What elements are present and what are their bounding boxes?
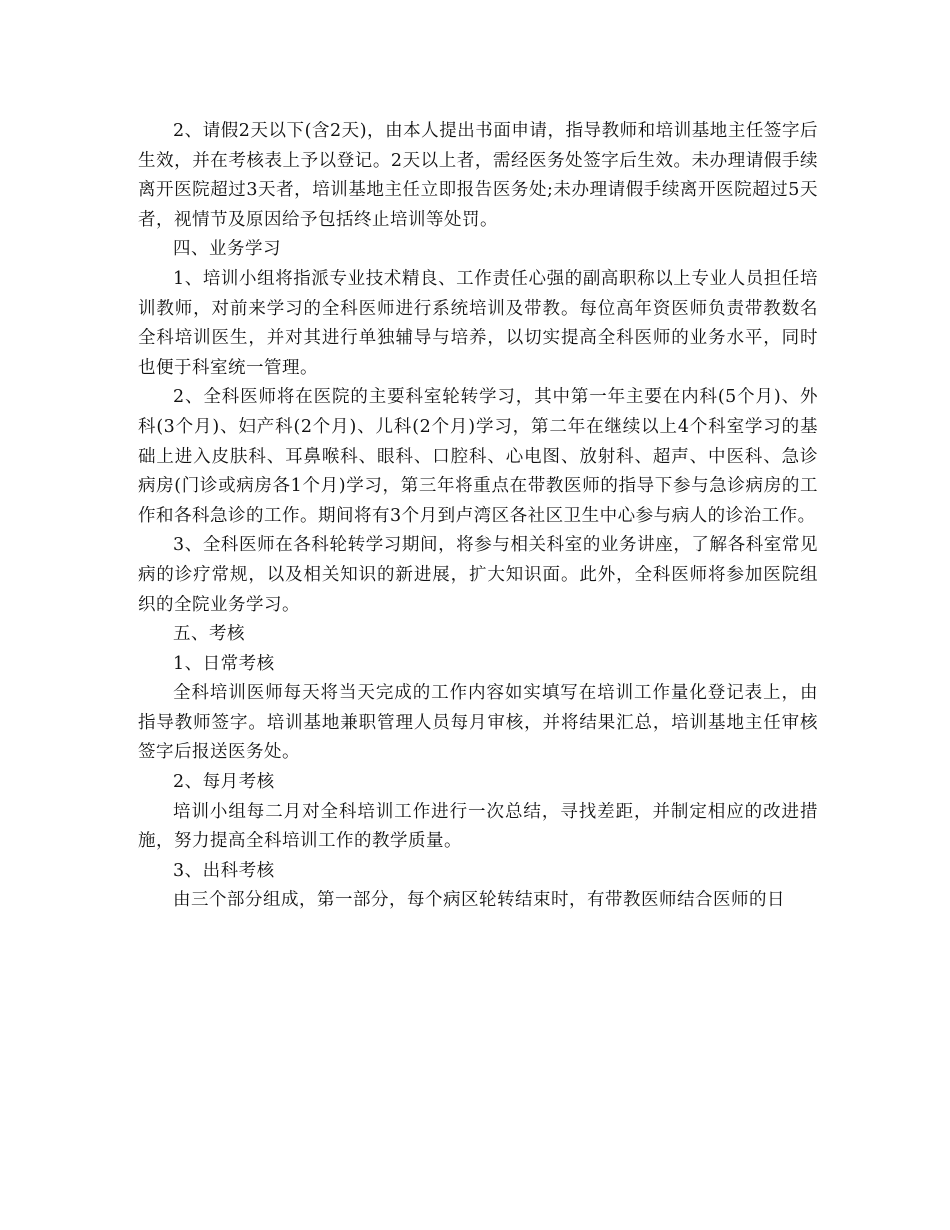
paragraph-department-rotation: 2、全科医师将在医院的主要科室轮转学习，其中第一年主要在内科(5个月)、外科(3个月)、妇产科(2个月)、儿科(2个月)学习，第二年在继续以上4个科室学习的基础上进入皮肤科、耳鼻喉科、眼科、口腔科、心电图、放射科、超声、中医科、急诊病房(门诊或病房各1个月)学习，第三年将重点在带教医师的指导下参与急诊病房的工作和各科急诊的工作。期间将有3个月到卢湾区各社区卫生中心参与病人的诊治工作。 [138, 387, 818, 526]
subheading-monthly-assessment: 2、每月考核 [173, 772, 275, 793]
section-heading-assessment: 五、考核 [173, 624, 245, 645]
paragraph-monthly-assessment: 培训小组每二月对全科培训工作进行一次总结，寻找差距，并制定相应的改进措施，努力提高全科培训工作的教学质量。 [138, 801, 818, 852]
paragraph-exit-assessment: 由三个部分组成，第一部分，每个病区轮转结束时，有带教医师结合医师的日 [173, 890, 785, 911]
paragraph-daily-assessment: 全科培训医师每天将当天完成的工作内容如实填写在培训工作量化登记表上，由指导教师签字。培训基地兼职管理人员每月审核，并将结果汇总，培训基地主任审核签字后报送医务处。 [138, 683, 818, 763]
paragraph-leave-rules: 2、请假2天以下(含2天)，由本人提出书面申请，指导教师和培训基地主任签字后生效，并在考核表上予以登记。2天以上者，需经医务处签字后生效。未办理请假手续离开医院超过3天者，培训基地主任立即报告医务处;未办理请假手续离开医院超过5天者，视情节及原因给予包括终止培训等处罚。 [138, 121, 818, 230]
section-heading-business-study: 四、业务学习 [173, 239, 281, 260]
subheading-daily-assessment: 1、日常考核 [173, 653, 275, 674]
document-body [138, 117, 818, 916]
paragraph-training-teachers: 1、培训小组将指派专业技术精良、工作责任心强的副高职称以上专业人员担任培训教师，对前来学习的全科医师进行系统培训及带教。每位高年资医师负责带教数名全科培训医生，并对其进行单独辅导与培养，以切实提高全科医师的业务水平，同时也便于科室统一管理。 [138, 268, 818, 378]
paragraph-lectures: 3、全科医师在各科轮转学习期间，将参与相关科室的业务讲座，了解各科室常见病的诊疗常规，以及相关知识的新进展，扩大知识面。此外，全科医师将参加医院组织的全院业务学习。 [138, 535, 818, 615]
subheading-exit-assessment: 3、出科考核 [173, 860, 275, 881]
